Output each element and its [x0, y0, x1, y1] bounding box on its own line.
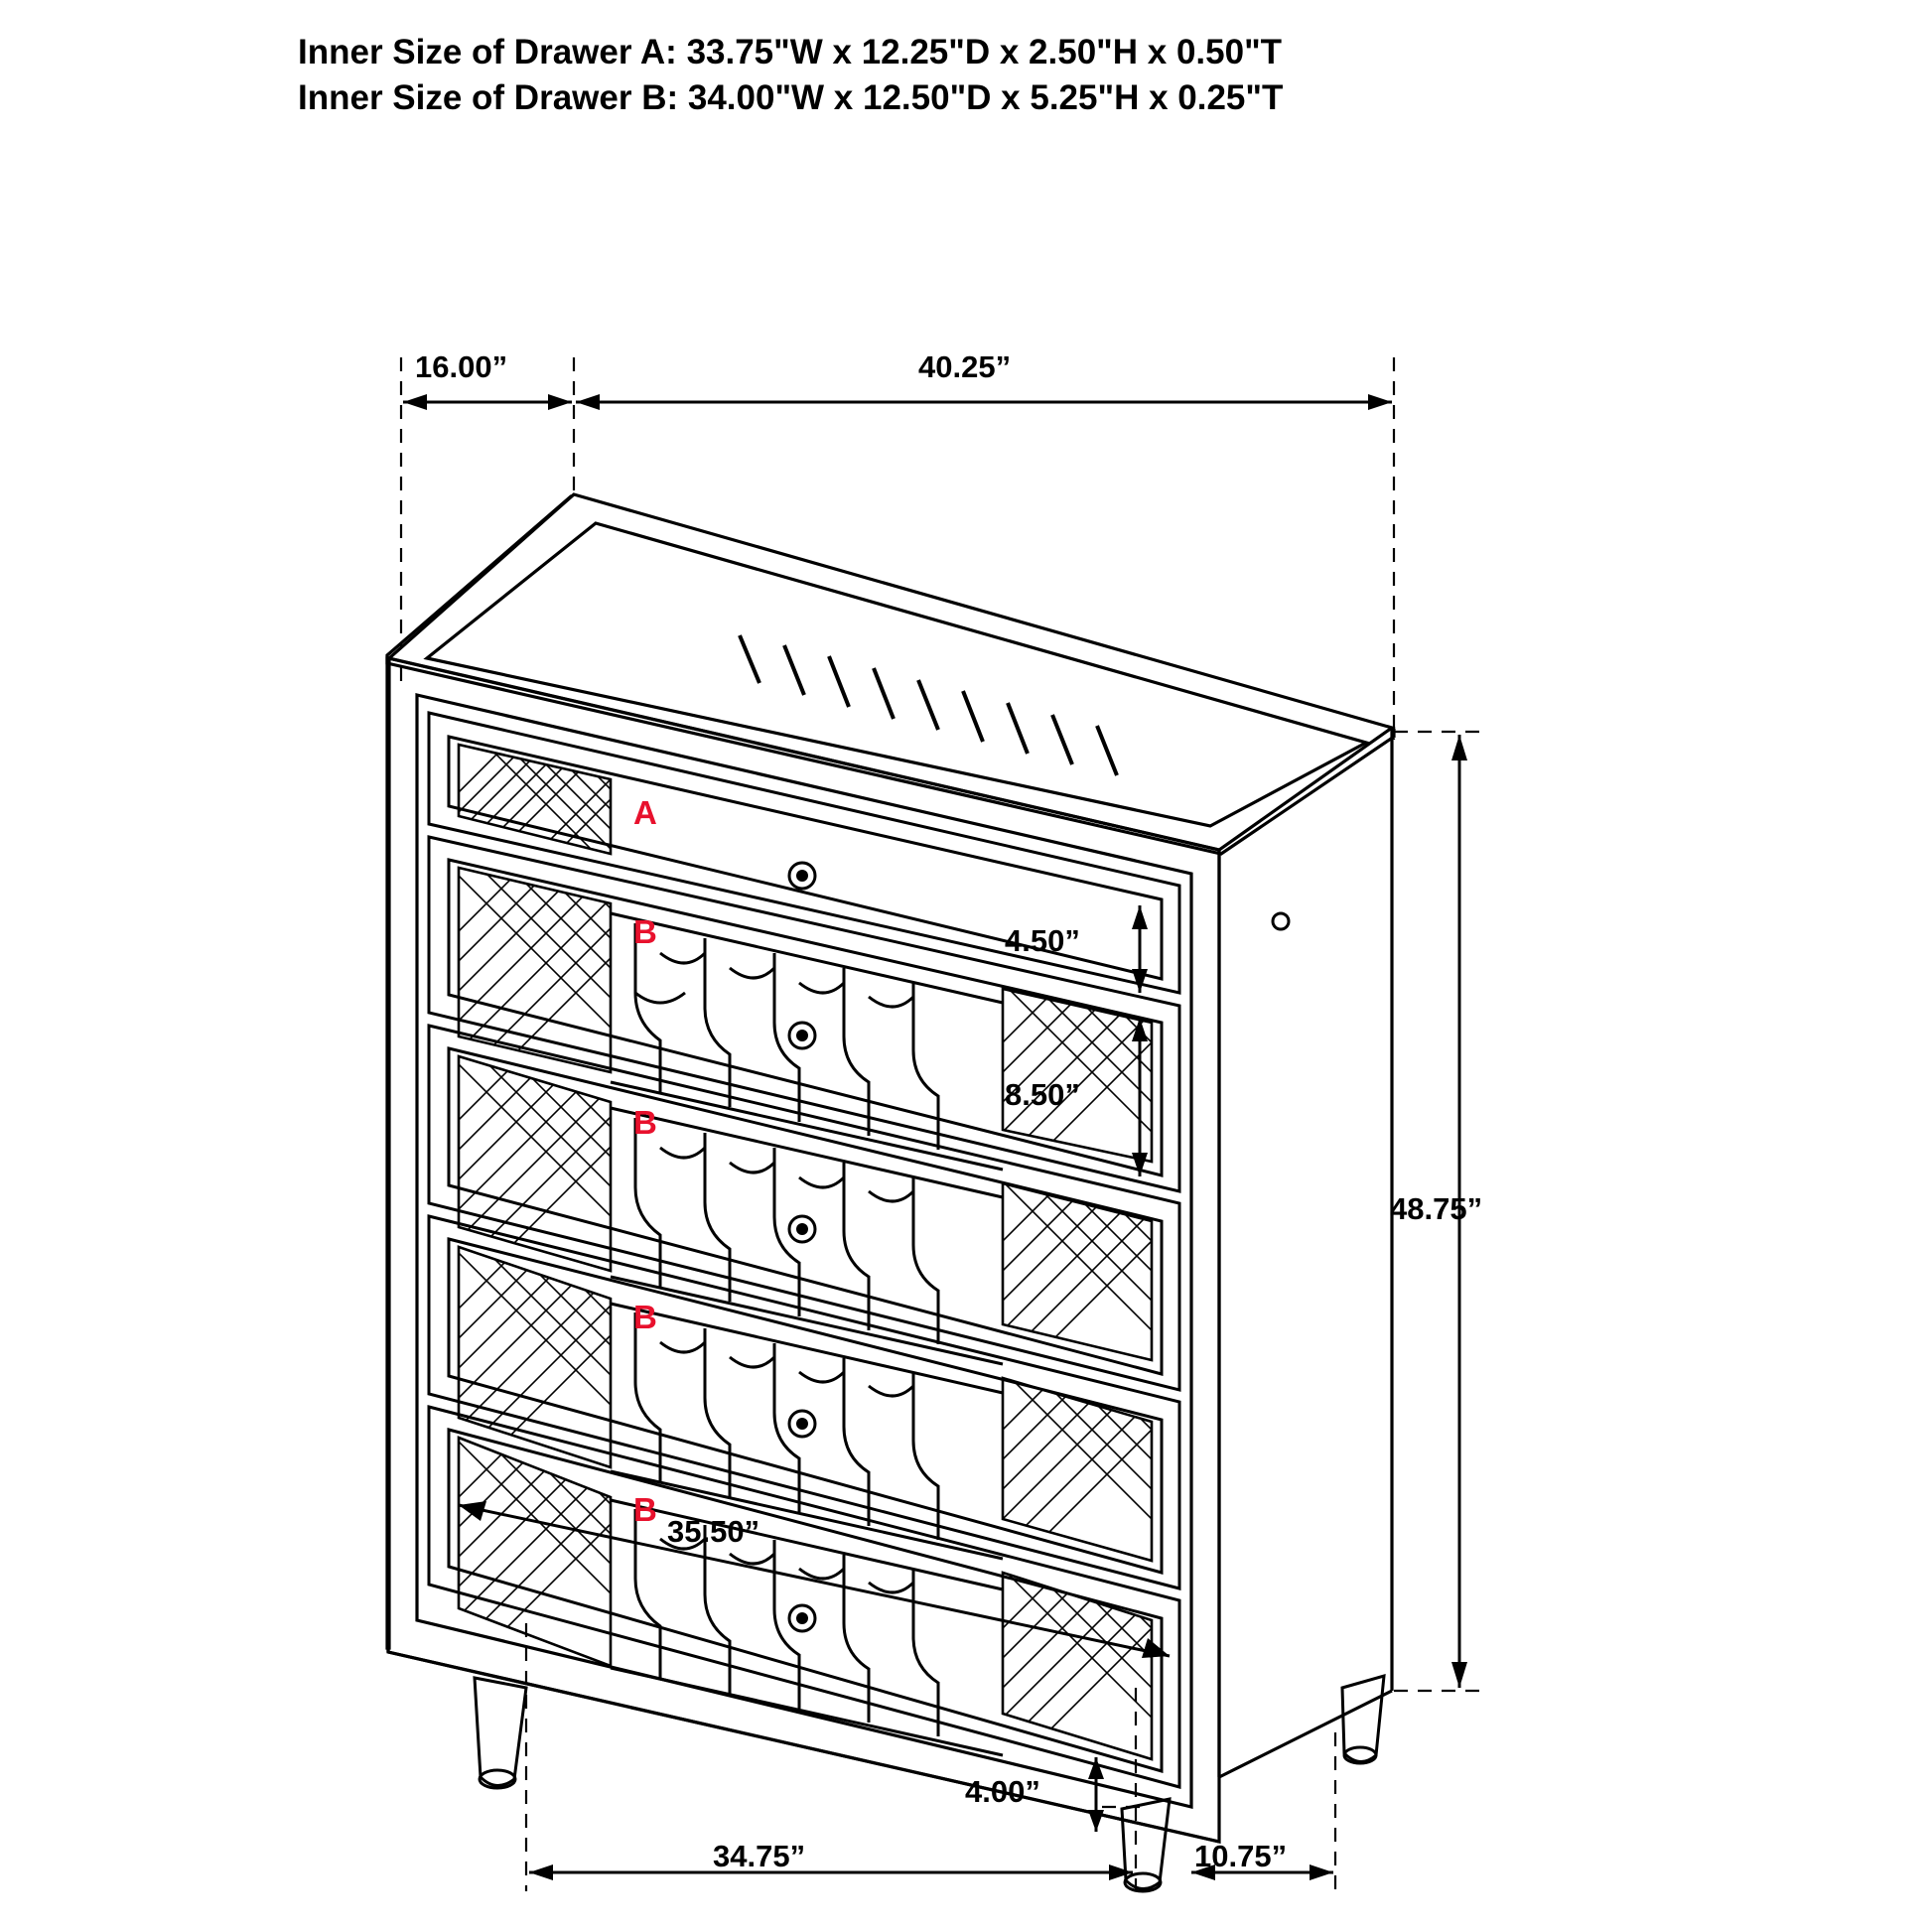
- dim-label-depth-top: 16.00”: [415, 349, 508, 384]
- drawer-label-b1: B: [633, 913, 657, 950]
- knob-drawer-b2: [789, 1216, 815, 1242]
- knob-drawer-b3: [789, 1411, 815, 1437]
- front-width-arrow: [459, 1501, 1170, 1658]
- side-hole: [1273, 913, 1289, 929]
- knob-drawer-b1: [789, 1023, 815, 1048]
- dim-label-drawer-b-height: 8.50”: [1005, 1077, 1080, 1112]
- top-dimension-arrows: [403, 394, 1392, 410]
- dim-label-leg-height: 4.00”: [965, 1774, 1040, 1809]
- dim-label-base-depth: 10.75”: [1194, 1839, 1288, 1873]
- drawer-label-a: A: [633, 794, 657, 831]
- dim-label-base-width: 34.75”: [713, 1839, 806, 1873]
- drawer-height-arrows: [1132, 905, 1148, 1176]
- crosshatch-panels: [278, 695, 1380, 1797]
- drawer-label-b2: B: [633, 1104, 657, 1141]
- dim-label-width-top: 40.25”: [918, 349, 1012, 384]
- knob-drawer-b4: [789, 1605, 815, 1631]
- dim-label-total-height: 48.75”: [1390, 1191, 1483, 1226]
- chest-front-face: [388, 658, 1219, 1842]
- leg-height-arrow: [1088, 1757, 1104, 1832]
- drawer-label-b4: B: [633, 1491, 657, 1528]
- drawer-label-b3: B: [633, 1299, 657, 1335]
- dim-label-front-width: 35.50”: [667, 1514, 760, 1549]
- spec-line-drawer-a: Inner Size of Drawer A: 33.75"W x 12.25"D x 2.50"H x 0.50"T: [298, 33, 1283, 71]
- spec-line-drawer-b: Inner Size of Drawer B: 34.00"W x 12.50"D x 5.25"H x 0.25"T: [298, 78, 1284, 118]
- knob-drawer-a: [789, 863, 815, 889]
- dim-label-drawer-a-height: 4.50”: [1005, 923, 1080, 958]
